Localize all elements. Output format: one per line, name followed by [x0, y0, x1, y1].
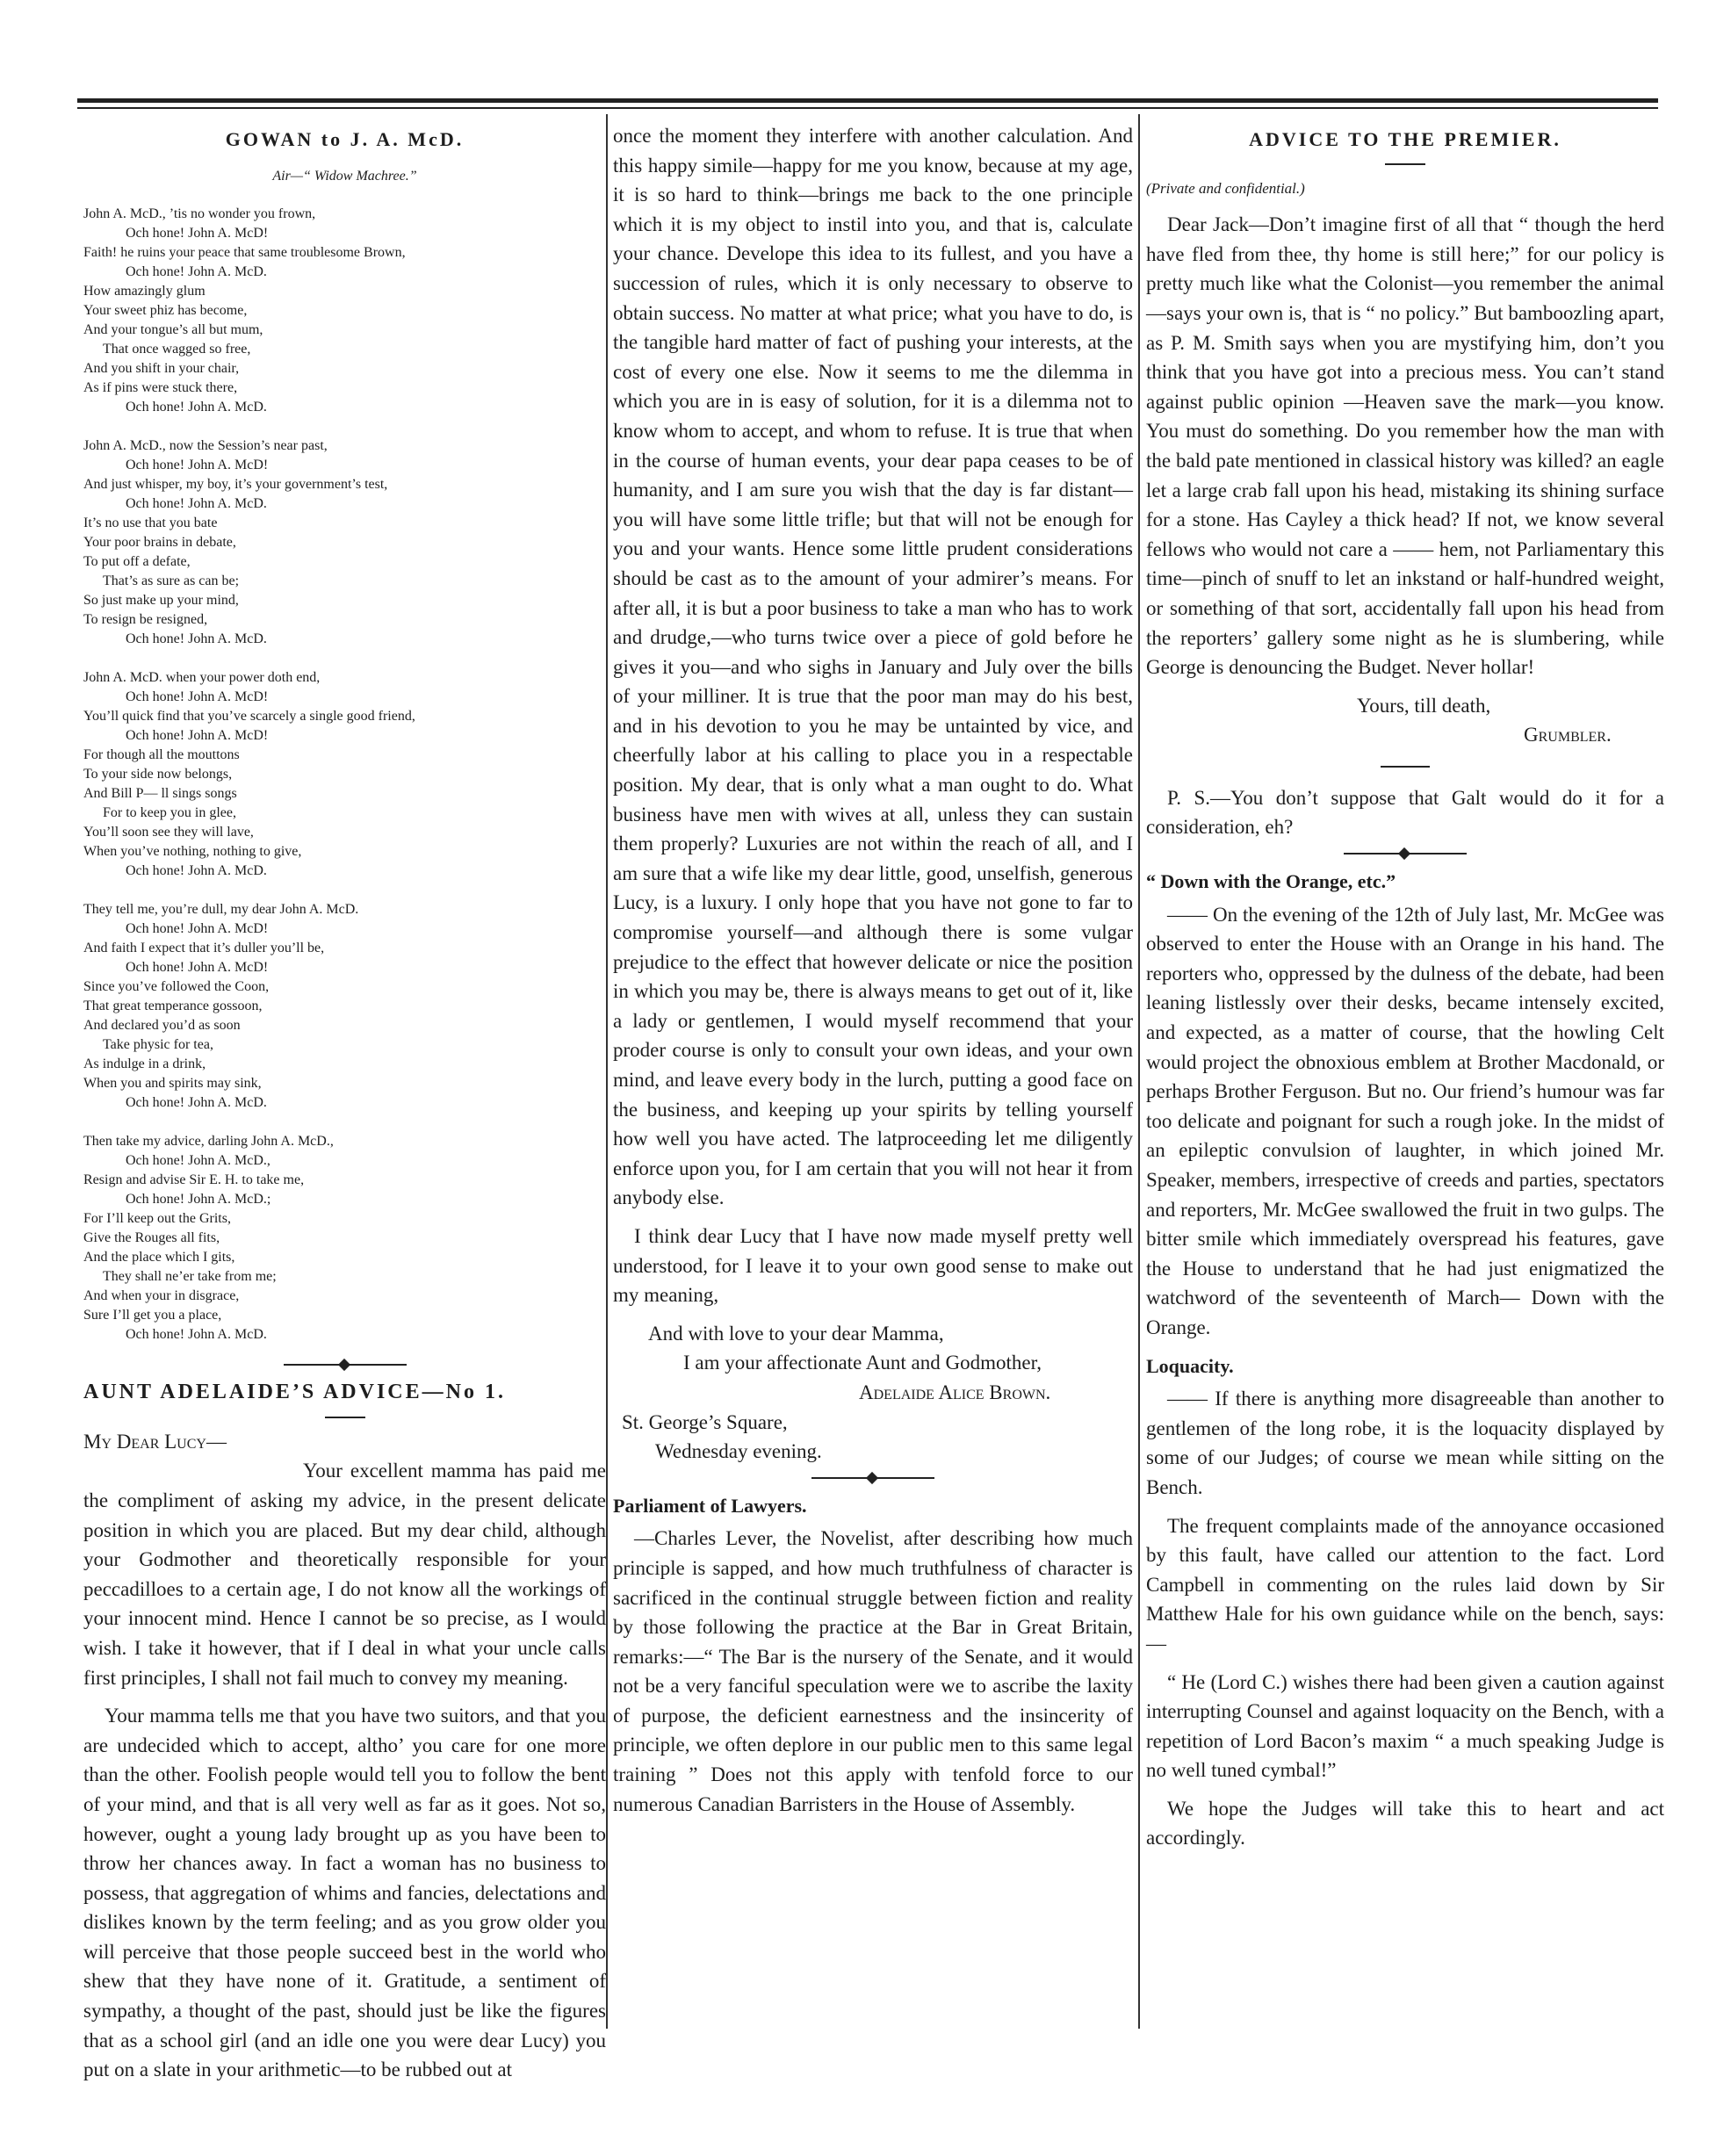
verse-line: And Bill P— ll sings songs — [83, 786, 237, 802]
premier-sign-1: Yours, till death, — [1357, 694, 1491, 717]
aunt-paragraph-3: once the moment they interfere with another calculation. And this happy simile—happy for me you know, because at my age, it is so hard to think—brings me back to the one principle which it is my object to instil into you, and that is, calculate your chance. Develope this idea to its fullest, and you have a succession of rules, which it is only necessary to observe to obtain success. No matter at what price; what you have to do, is the tangible hard matter of fact of pushing your interests, at the cost of every one else. Now it seems to me the dilemma in which you are in is easy of solution, for it is a dilemma not to know whom to accept, and whom to refuse. It is true that when in the course of human events, your dear papa ceases to be of humanity, and I am sure you wish that the day is far distant—you will have some little trifle; but that will not be enough for you and your wants. Hence some little prudent considerations should be cast as to the amount of your admirer’s means. For after all, it is but a poor business to take a man who has to work and drudge,—who turns twice over a piece of gold before he gives it you—and who sighs in January and July over the bills of your milliner. It is true that the poor man may do his best, and in his devotion to you he may be untainted by vice, and cheerfully labor at his calling to place you in a respectable position. My dear, that is only what a man ought to do. What business have men with wives at all, unless they can sustain them properly? Luxuries are not within the reach of all, and I am sure that a wife like my dear little, good, unselfish, generous Lucy, is a luxury. I only hope that you have not gone to far to compromise yourself—and although there is some vulgar prejudice to the effect that however delicate or nice the position in which you may be, there is always means to get out of it, like a lady or gentlemen, I would myself recommend that your proder course is only to consult your own ideas, and your own mind, and leave every body in the lurch, putting a good face on the business, and keeping up your spirits by telling yourself how well you have acted. The latproceeding let me diligently enforce upon you, for I am certain that you will not hear it from anybody else. — [613, 125, 1133, 1209]
verse-line: How amazingly glum — [83, 284, 206, 299]
verse-line: Give the Rouges all fits, — [83, 1230, 220, 1246]
verse-line: As if pins were stuck there, — [83, 380, 238, 396]
verse-line: They shall ne’er take from me; — [103, 1269, 277, 1285]
verse-line: That’s as sure as can be; — [103, 573, 240, 589]
verse-line: Take physic for tea, — [103, 1037, 213, 1053]
verse-line: Your sweet phiz has become, — [83, 303, 248, 319]
verse-line: When you’ve nothing, nothing to give, — [83, 844, 302, 860]
aunt-paragraph-4: I think dear Lucy that I have now made myself pretty well understood, for I leave it to your own good sense to make out my meaning, — [613, 1224, 1133, 1307]
aunt-signature: Adelaide Alice Brown. — [859, 1381, 1051, 1403]
premier-paragraph: Dear Jack—Don’t imagine first of all that “ though the herd have fled from thee, thy home is still here;” for our policy is pretty much like what the Colonist—you remember the animal—says your own is, that is “ no policy.” But bamboozling apart, as P. M. Smith says when you are mystifying him, don’t you think that you have got into a precious mess. You can’t stand against public opinion —Heaven save the mark—you know. You must do something. Do you remember how the man with the bald pate mentioned in classical history was killed? an eagle let a large crab fall upon his head, mistaking its shining surface for a stone. Has Cayley a thick head? If not, we know several fellows who would not care a —— hem, not Parliamentary this time—pinch of snuff to let an inkstand or half-hundred weight, or something of that sort, accidentally fall upon his head from the reporters’ gallery some night as he is slumbering, while George is denouncing the Budget. Never hollar! — [1146, 213, 1664, 679]
lawyers-title: Parliament of Lawyers. — [613, 1494, 807, 1517]
verse-line: Och hone! John A. McD! — [126, 226, 269, 242]
verse-stanza — [83, 1132, 606, 1345]
verse-line: They tell me, you’re dull, my dear John A. McD. — [83, 902, 359, 918]
verse-line: You’ll soon see they will lave, — [83, 825, 254, 840]
verse-line: As indulge in a drink, — [83, 1056, 206, 1072]
verse-line: So just make up your mind, — [83, 593, 239, 609]
verse-stanza — [83, 900, 606, 1113]
verse-line: Och hone! John A. McD. — [126, 264, 267, 280]
verse-line: Resign and advise Sir E. H. to take me, — [83, 1172, 305, 1188]
verse-line: Since you’ve followed the Coon, — [83, 979, 270, 995]
verse-line: Sure I’ll get you a place, — [83, 1308, 222, 1323]
verse-line: And just whisper, my boy, it’s your government’s test, — [83, 477, 388, 493]
verse-line: It’s no use that you bate — [83, 516, 218, 531]
verse-line: John A. McD. when your power doth end, — [83, 670, 321, 686]
column-divider-1 — [606, 114, 608, 2029]
verse-line: John A. McD., ’tis no wonder you frown, — [83, 206, 316, 222]
premier-sign-2: Grumbler. — [1524, 724, 1612, 746]
verse-stanza — [83, 205, 606, 417]
verse-line: Och hone! John A. McD. — [126, 1095, 267, 1111]
verse-line: You’ll quick find that you’ve scarcely a single good friend, — [83, 709, 415, 725]
verse-line: And declared you’d as soon — [83, 1018, 241, 1034]
verse-line: And faith I expect that it’s duller you’ll be, — [83, 941, 325, 956]
section-ornament — [284, 1364, 407, 1366]
masthead-rule-thin — [77, 107, 1658, 109]
song-title: GOWAN to J. A. McD. — [225, 128, 465, 150]
verse-line: Och hone! John A. McD. — [126, 496, 267, 512]
song-air: Air—“ Widow Machree.” — [272, 168, 417, 184]
ps-paragraph: P. S.—You don’t suppose that Galt would do it for a consideration, eh? — [1146, 786, 1664, 839]
verse-line: Then take my advice, darling John A. McD., — [83, 1134, 334, 1150]
verse-stanza — [83, 668, 606, 881]
column-divider-2 — [1138, 114, 1140, 2029]
orange-title: “ Down with the Orange, etc.” — [1146, 870, 1396, 893]
lawyers-paragraph: —Charles Lever, the Novelist, after describing how much principle is sapped, and how much truthfulness of character is sacrificed in the continual struggle between fiction and reality by those following the practice at the Bar in Great Britain, remarks:—“ The Bar is the nursery of the Senate, and it would not be a very fanciful speculation were we to ascribe the laxity of purpose, the deficient earnestness and the insincerity of principle, we often deplore in our public men to this same legal training ” Does not this apply with tenfold force to our numerous Canadian Barristers in the House of Assembly. — [613, 1527, 1133, 1815]
verse-line: Och hone! John A. McD! — [126, 921, 269, 937]
verse-line: And you shift in your chair, — [83, 361, 240, 377]
verse-line: And when your in disgrace, — [83, 1288, 240, 1304]
aunt-salutation: My Dear Lucy— — [83, 1430, 227, 1453]
short-rule — [1385, 163, 1425, 165]
verse-line: Och hone! John A. McD., — [126, 1153, 270, 1169]
verse-line: John A. McD., now the Session’s near past, — [83, 438, 328, 454]
verse-line: Och hone! John A. McD! — [126, 689, 269, 705]
aunt-paragraph-1: Your excellent mamma has paid me the compliment of asking my advice, in the present delicate position in which you are placed. But my dear child, although your Godmother and theoretically responsible for your peccadilloes to a certain age, I do not know all the workings of your innocent mind. Hence I cannot be so precise, as I would wish. I take it however, that if I deal in what your uncle calls first principles, I shall not fail much to convey my meaning. — [83, 1460, 606, 1689]
verse-line: That great temperance gossoon, — [83, 999, 263, 1014]
loquacity-paragraph-3: “ He (Lord C.) wishes there had been given a caution against interrupting Counsel and against loquacity on the Bench, with a repetition of Lord Bacon’s maxim “ a much speaking Judge is no well tuned cymbal!” — [1146, 1670, 1664, 1782]
verse-line: Och hone! John A. McD.; — [126, 1192, 271, 1208]
short-rule — [325, 1417, 365, 1418]
verse-line: Och hone! John A. McD. — [126, 863, 267, 879]
aunt-day: Wednesday evening. — [655, 1440, 822, 1463]
masthead-rule-thick — [77, 98, 1658, 103]
premier-note: (Private and confidential.) — [1146, 179, 1305, 197]
aunt-closing-1: And with love to your dear Mamma, — [648, 1322, 944, 1345]
verse-line: And your tongue’s all but mum, — [83, 322, 263, 338]
section-ornament — [811, 1477, 934, 1479]
verse-line: That once wagged so free, — [103, 342, 251, 357]
verse-line: To resign be resigned, — [83, 612, 208, 628]
aunt-paragraph-2: Your mamma tells me that you have two suitors, and that you are undecided which to accept, altho’ you care for one more than the other. Foolish people would tell you to follow the bent of your mind, and that is all very well as far as it goes. Not so, however, ought a young lady brought up as you have been to throw her chances away. In fact a woman has no business to possess, that aggregation of whims and fancies, delectations and dislikes known by the term feeling; and as you grow older you will perceive that those people succeed best in the world who shew that they have none of it. Gratitude, a sentiment of sympathy, a thought of the past, should just be like the figures that as a school girl (and an idle one you were dear Lucy) you put on a slate in your arithmetic—to be rubbed out at — [83, 1705, 606, 2081]
aunt-closing-2: I am your affectionate Aunt and Godmother, — [683, 1352, 1042, 1374]
verse-line: Your poor brains in debate, — [83, 535, 236, 551]
column-2 — [613, 121, 1133, 2053]
verse-line: Och hone! John A. McD! — [126, 960, 269, 976]
verse-line: Och hone! John A. McD! — [126, 728, 269, 744]
verse-line: Och hone! John A. McD. — [126, 1327, 267, 1343]
verse-line: Och hone! John A. McD. — [126, 400, 267, 415]
verse-line: Faith! he ruins your peace that same troublesome Brown, — [83, 245, 406, 261]
verse-line: And the place which I gits, — [83, 1250, 235, 1265]
verse-line: To put off a defate, — [83, 554, 191, 570]
loquacity-title: Loquacity. — [1146, 1354, 1234, 1377]
verse-line: For I’ll keep out the Grits, — [83, 1211, 231, 1227]
column-3 — [1146, 121, 1664, 2053]
premier-title: ADVICE TO THE PREMIER. — [1249, 128, 1562, 150]
verse-line: For to keep you in glee, — [103, 805, 236, 821]
short-rule — [1381, 766, 1430, 768]
loquacity-paragraph-1: —— If there is anything more disagreeable than another to gentlemen of the long robe, it is the loquacity displayed by some of our Judges; of course we mean while sitting on the Bench. — [1146, 1388, 1664, 1498]
verse-line: Och hone! John A. McD. — [126, 631, 267, 647]
section-ornament — [1344, 853, 1467, 854]
verse-stanza — [83, 436, 606, 649]
song-verses — [83, 205, 606, 1345]
aunt-place: St. George’s Square, — [622, 1410, 788, 1433]
verse-line: For though all the mouttons — [83, 747, 240, 763]
verse-line: Och hone! John A. McD! — [126, 458, 269, 473]
orange-paragraph: —— On the evening of the 12th of July last, Mr. McGee was observed to enter the House with an Orange in his hand. The reporters who, oppressed by the dulness of the debate, had been leaning listlessly over their desks, became intensely excited, and expected, as a matter of course, that the howling Celt would project the obnoxious emblem at Brother Macdonald, or perhaps Brother Ferguson. But no. Our friend’s humour was far too delicate and poignant for such a rough joke. In the midst of an epileptic convulsion of laughter, in which joined Mr. Speaker, members, irrespective of creeds and parties, spectators and reporters, Mr. McGee swallowed the fruit in two gulps. The bitter smile which immediately overspread his features, gave the House to understand that he had just enigmatized the watchword of the seventeenth of March— Down with the Orange. — [1146, 903, 1664, 1338]
verse-line: When you and spirits may sink, — [83, 1076, 262, 1092]
aunt-title: AUNT ADELAIDE’S ADVICE—No 1. — [83, 1381, 506, 1404]
column-1 — [83, 121, 606, 2081]
loquacity-paragraph-4: We hope the Judges will take this to heart and act accordingly. — [1146, 1797, 1664, 1850]
loquacity-paragraph-2: The frequent complaints made of the annoyance occasioned by this fault, have called our attention to the fact. Lord Campbell in commenting on the rules laid down by Sir Matthew Hale for his own guidance while on the bench, says:— — [1146, 1514, 1664, 1655]
verse-line: To your side now belongs, — [83, 767, 233, 782]
